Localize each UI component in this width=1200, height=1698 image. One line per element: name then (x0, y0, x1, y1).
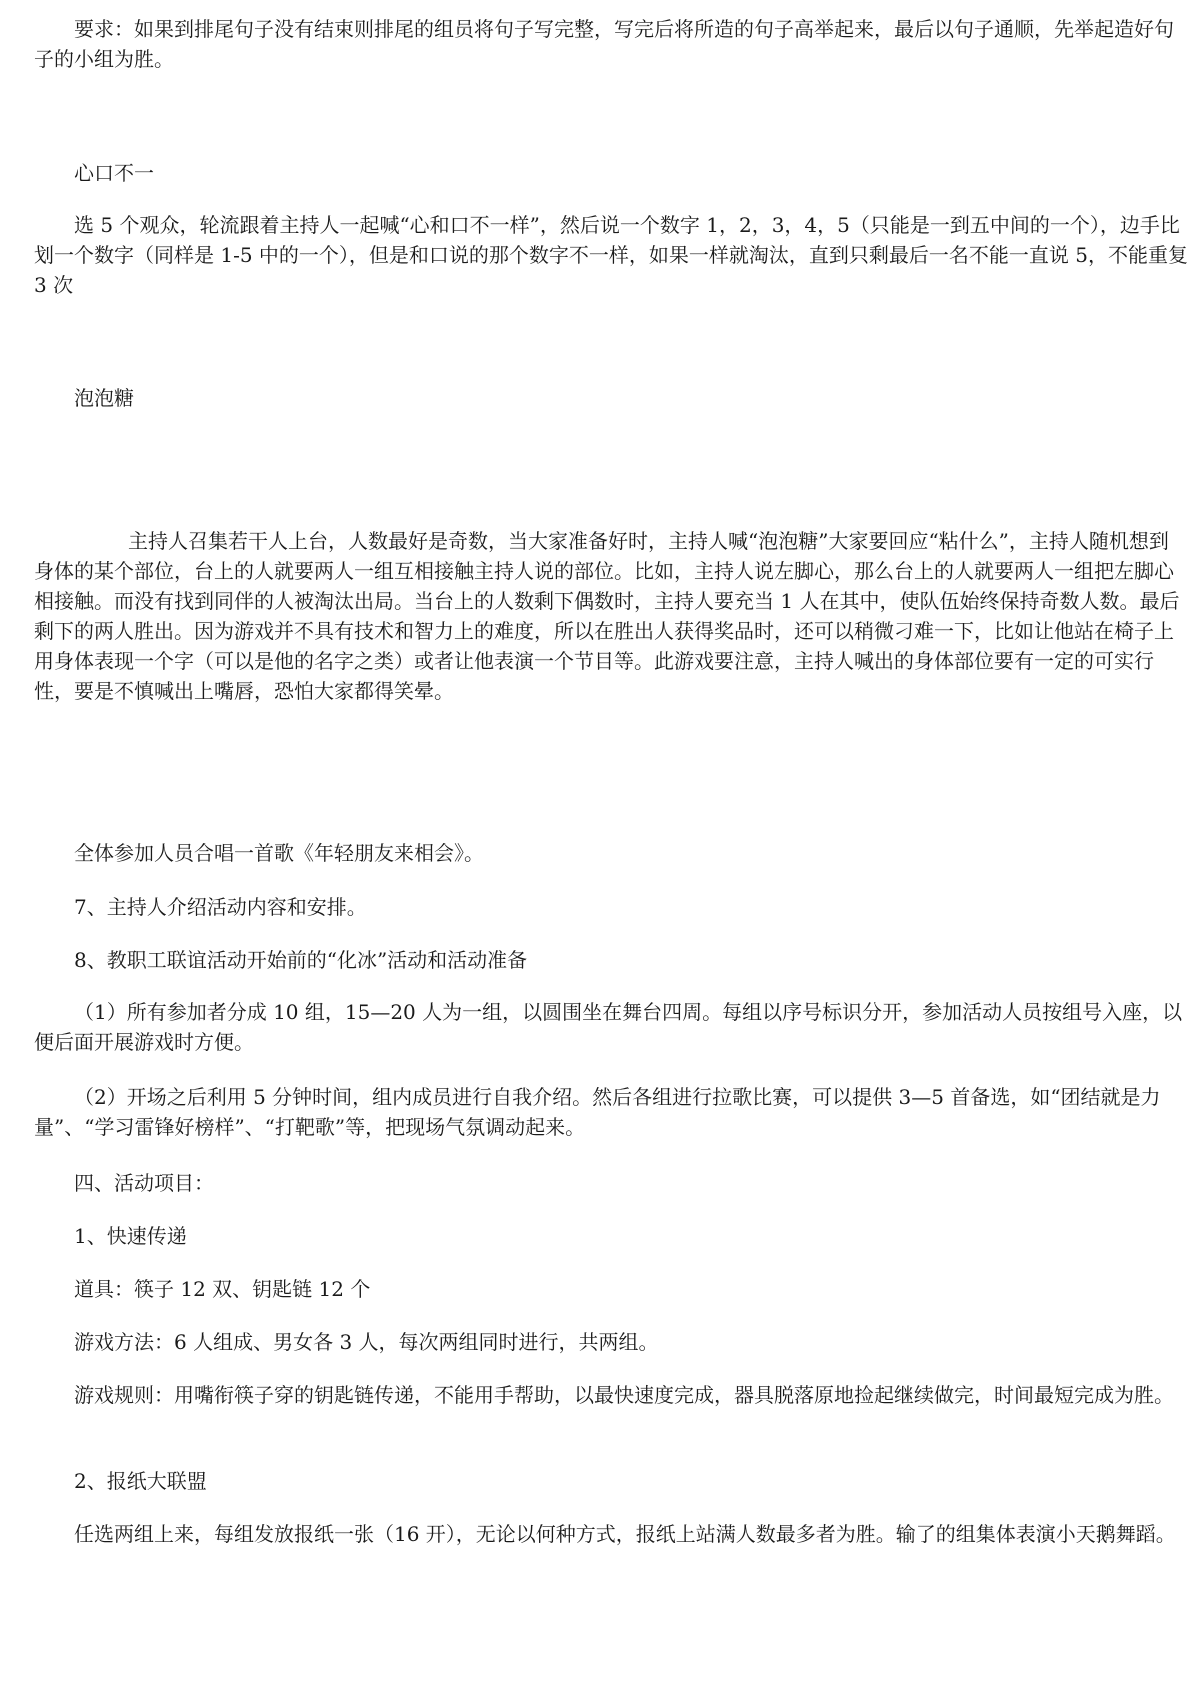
paragraph-newspaper: 任选两组上来，每组发放报纸一张（16 开），无论以何种方式，报纸上站满人数最多者为胜。输了的组集体表演小天鹅舞蹈。 (74, 1522, 1176, 1546)
paragraph-paopaotang-rules: 主持人召集若干人上台，人数最好是奇数，当大家准备好时，主持人喊“泡泡糖”大家要回应“粘什么”，主持人随机想到身体的某个部位，台上的人就要两人一组互相接触主持人说的部位。比如，主持人说左脚心，那么台上的人就要两人一组把左脚心相接触。而没有找到同伴的人被淘汰出局。当台上的人数剩下偶数时，主持人要充当 1 人在其中，使队伍始终保持奇数人数。最后剩下的两人胜出。因为游戏并不具有技术和智力上的难度，所以在胜出人获得奖品时，还可以稍微刁难一下，比如让他站在椅子上用身体表现一个字（可以是他的名字之类）或者让他表演一个节目等。此游戏要注意，主持人喊出的身体部位要有一定的可实行性，要是不慎喊出上嘴唇，恐怕大家都得笑晕。 (34, 529, 1180, 703)
paragraph-chorus: 全体参加人员合唱一首歌《年轻朋友来相会》。 (74, 841, 484, 865)
paragraph-sub-1: （1）所有参加者分成 10 组，15—20 人为一组，以圆围坐在舞台四周。每组以序号标识分开，参加活动人员按组号入座，以便后面开展游戏时方便。 (34, 1000, 1183, 1054)
paragraph-requirement: 要求：如果到排尾句子没有结束则排尾的组员将句子写完整，写完后将所造的句子高举起来，最后以句子通顺，先举起造好句子的小组为胜。 (34, 17, 1174, 71)
section-heading-activities: 四、活动项目： (74, 1171, 214, 1195)
section-heading-paopaotang: 泡泡糖 (74, 386, 134, 410)
section-heading-newspaper: 2、报纸大联盟 (74, 1469, 207, 1493)
paragraph-item-8: 8、教职工联谊活动开始前的“化冰”活动和活动准备 (74, 948, 528, 972)
section-heading-xinkou: 心口不一 (74, 161, 154, 185)
paragraph-item-7: 7、主持人介绍活动内容和安排。 (74, 895, 367, 919)
paragraph-props: 道具：筷子 12 双、钥匙链 12 个 (74, 1277, 371, 1301)
paragraph-xinkou-rules: 选 5 个观众，轮流跟着主持人一起喊“心和口不一样”，然后说一个数字 1，2，3，4，5（只能是一到五中间的一个），边手比划一个数字（同样是 1-5 中的一个），但是和口说的那个数字不一样，如果一样就淘汰，直到只剩最后一名不能一直说 5，不能重复 3 次 (34, 213, 1189, 297)
paragraph-sub-2: （2）开场之后利用 5 分钟时间，组内成员进行自我介绍。然后各组进行拉歌比赛，可以提供 3—5 首备选，如“团结就是力量”、“学习雷锋好榜样”、“打靶歌”等，把现场气氛调动起来。 (34, 1085, 1161, 1139)
paragraph-rules: 游戏规则：用嘴衔筷子穿的钥匙链传递，不能用手帮助，以最快速度完成，器具脱落原地捡起继续做完，时间最短完成为胜。 (74, 1383, 1174, 1407)
paragraph-method: 游戏方法：6 人组成、男女各 3 人，每次两组同时进行，共两组。 (74, 1330, 659, 1354)
section-heading-kuaisu: 1、快速传递 (74, 1224, 187, 1248)
